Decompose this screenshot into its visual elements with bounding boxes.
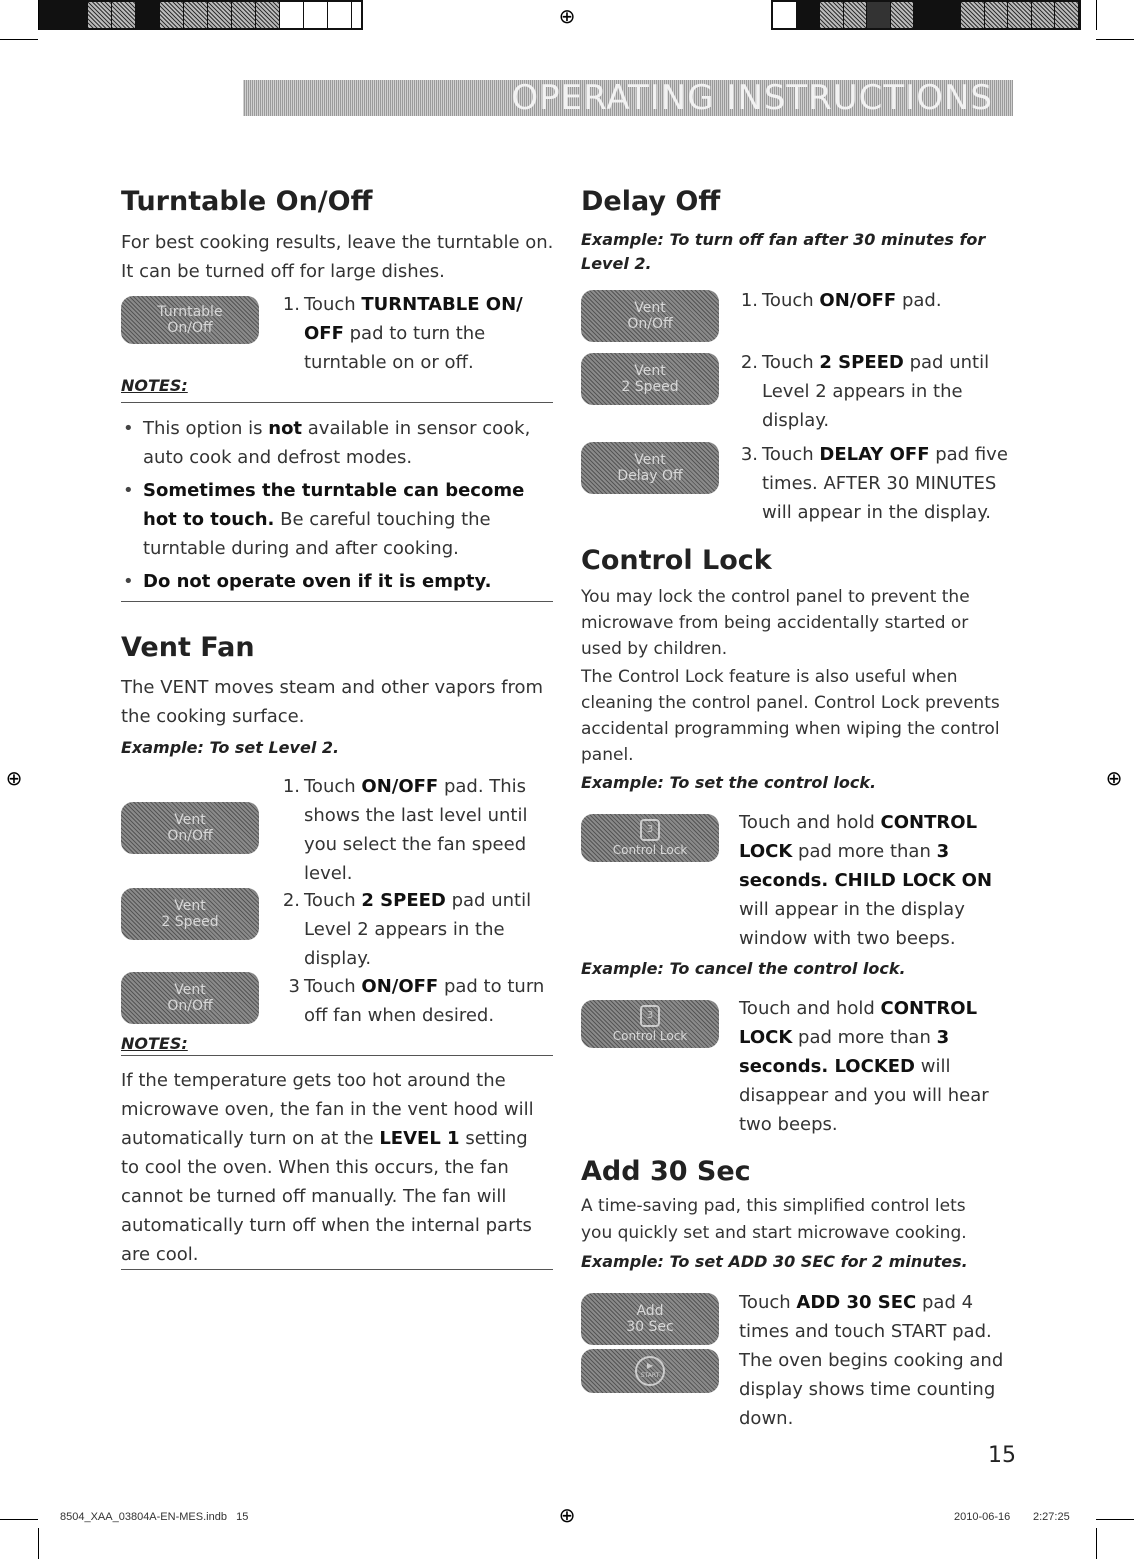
registration-mark-right: ⊕ [1105,766,1123,790]
control-lock-intro-1: You may lock the control panel to prevent the microwave from being accidentally started or used by children. [581,587,970,659]
list-item: • Sometimes the turntable can become hot to touch. Be careful touching the turntable during and after cooking. [121,476,553,563]
control-lock-example-set: Example: To set the control lock. [581,773,877,792]
vent-notes-text: If the temperature gets too hot around the microwave oven, the fan in the vent hood will automatically turn on at the LEVEL 1 setting to cool the oven. When this occurs, the fan cannot be turned off manually. The fan will automatically turn off when the internal parts are cool. [121,1070,534,1265]
control-lock-pad-icon: 3 Control Lock [581,1000,719,1048]
control-lock-heading: Control Lock [581,545,772,576]
footer-file-name: 8504_XAA_03804A-EN-MES.indb 15 [60,1511,249,1523]
crop-mark [1096,1519,1134,1520]
footer-time: 2:27:25 [1033,1511,1070,1523]
control-lock-cancel-text: Touch and hold CONTROL LOCK pad more than 3 seconds. LOCKED will disappear and you will hear two beeps. [739,998,989,1135]
list-item: • This option is not available in sensor cook, auto cook and defrost modes. [121,414,553,472]
vent-fan-example: Example: To set Level 2. [121,738,340,757]
lock-icon: 3 [640,1005,660,1027]
start-icon: ▶ START [635,1356,665,1386]
turntable-notes-label: NOTES: [121,376,188,395]
divider [121,1055,553,1056]
crop-mark [38,1528,39,1559]
lock-icon: 3 [640,819,660,841]
crop-mark [1096,1528,1097,1559]
step-text: Touch TURNTABLE ON/ OFF pad to turn the turntable on or off. [304,294,523,373]
delay-off-example: Example: To turn off fan after 30 minutes for Level 2. [581,230,986,273]
vent-2-speed-pad-icon: Vent 2 Speed [581,353,719,405]
crop-mark [1096,39,1134,40]
add-30-sec-heading: Add 30 Sec [581,1156,751,1187]
turntable-heading: Turntable On/Off [121,186,373,217]
pad-label: On/Off [167,320,213,336]
vent-fan-intro: The VENT moves steam and other vapors from the cooking surface. [121,677,544,727]
list-item: • Do not operate oven if it is empty. [121,567,553,596]
footer-date: 2010-06-16 [954,1511,1011,1523]
divider [121,402,553,403]
add-30-sec-step-text: Touch ADD 30 SEC pad 4 times and touch START pad. The oven begins cooking and display shows time counting down. [739,1292,1004,1429]
page-title: OPERATING INSTRUCTIONS [511,78,993,118]
vent-fan-heading: Vent Fan [121,632,255,663]
start-pad-icon [581,1349,719,1393]
registration-mark-top: ⊕ [558,4,576,28]
vent-2-speed-pad-icon: Vent 2 Speed [121,888,259,940]
vent-on-off-pad-icon: Vent On/Off [581,290,719,342]
turntable-intro: For best cooking results, leave the turntable on. It can be turned off for large dishes. [121,232,554,282]
vent-on-off-pad-icon: Vent On/Off [121,972,259,1024]
control-lock-example-cancel: Example: To cancel the control lock. [581,959,906,978]
crop-mark [0,1519,38,1520]
crop-mark [1096,0,1097,30]
divider [121,1269,553,1270]
vent-notes-label: NOTES: [121,1034,188,1053]
registration-mark-bottom: ⊕ [558,1503,576,1527]
color-bar-left [38,0,363,30]
delay-off-heading: Delay Off [581,186,721,217]
turntable-pad-icon [121,296,259,344]
divider [121,601,553,602]
control-lock-set-text: Touch and hold CONTROL LOCK pad more than 3 seconds. CHILD LOCK ON will appear in the display window with two beeps. [739,812,993,949]
vent-delay-off-pad-icon: Vent Delay Off [581,442,719,494]
crop-mark [38,0,39,30]
page-number: 15 [988,1443,1016,1468]
step-number: 1. [282,294,300,315]
control-lock-pad-icon: 3 Control Lock [581,814,719,862]
add-30-sec-example: Example: To set ADD 30 SEC for 2 minutes. [581,1252,968,1271]
control-lock-intro-2: The Control Lock feature is also useful when cleaning the control panel. Control Lock prevents accidental programming when wiping the control panel. [581,667,1000,765]
add-30-sec-intro: A time-saving pad, this simplified control lets you quickly set and start microwave cooking. [581,1196,967,1243]
pad-label: Turntable [157,304,223,320]
add-30-sec-pad-icon: Add 30 Sec [581,1293,719,1345]
section-banner [243,80,1013,116]
registration-mark-left: ⊕ [5,766,23,790]
turntable-notes-list [121,414,553,596]
vent-on-off-pad-icon: Vent On/Off [121,802,259,854]
crop-mark [0,39,38,40]
color-bar-right [771,0,1081,30]
